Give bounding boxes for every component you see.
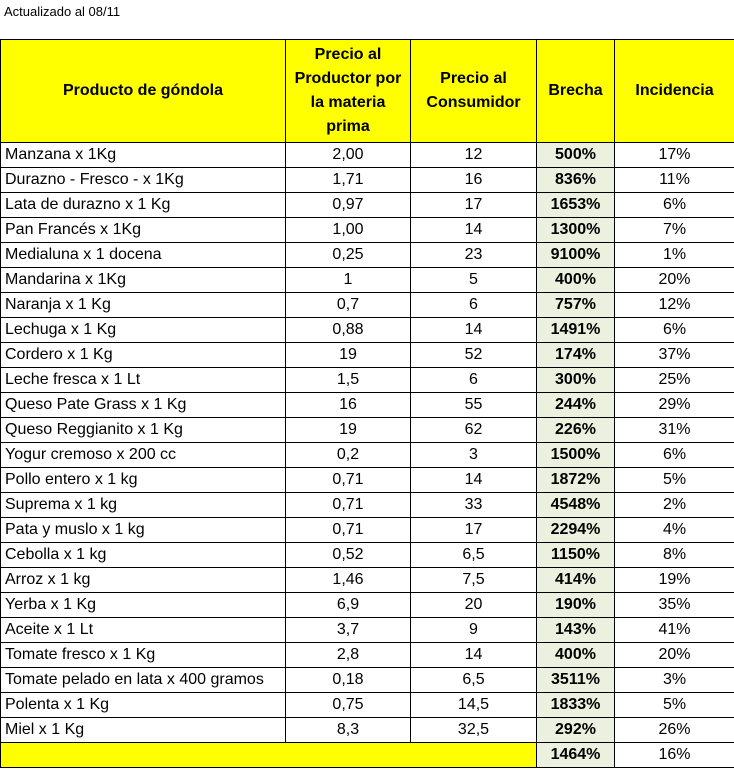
table-row: [1, 718, 734, 743]
cell-producer-price: 16: [286, 393, 411, 418]
cell-incidence: 20%: [615, 643, 734, 668]
table-row: [1, 343, 734, 368]
cell-product: Naranja x 1 Kg: [1, 293, 286, 318]
cell-incidence: 31%: [615, 418, 734, 443]
cell-incidence: 35%: [615, 593, 734, 618]
table-row: [1, 168, 734, 193]
cell-incidence: 20%: [615, 268, 734, 293]
cell-product: Lata de durazno x 1 Kg: [1, 193, 286, 218]
table-row: [1, 193, 734, 218]
cell-incidence: 12%: [615, 293, 734, 318]
cell-gap: 190%: [537, 593, 615, 618]
cell-producer-price: 0,7: [286, 293, 411, 318]
table-row: [1, 418, 734, 443]
cell-product: Arroz x 1 kg: [1, 568, 286, 593]
table-row: [1, 393, 734, 418]
cell-producer-price: 0,25: [286, 243, 411, 268]
cell-product: Mandarina x 1Kg: [1, 268, 286, 293]
cell-consumer-price: 23: [411, 243, 537, 268]
price-gap-table: [0, 39, 734, 768]
cell-product: Lechuga x 1 Kg: [1, 318, 286, 343]
table-row: [1, 693, 734, 718]
cell-product: Cordero x 1 Kg: [1, 343, 286, 368]
cell-incidence: 17%: [615, 143, 734, 168]
table-row: [1, 518, 734, 543]
cell-product: Medialuna x 1 docena: [1, 243, 286, 268]
cell-consumer-price: 3: [411, 443, 537, 468]
cell-gap: 1500%: [537, 443, 615, 468]
cell-gap: 836%: [537, 168, 615, 193]
cell-producer-price: 0,75: [286, 693, 411, 718]
cell-incidence: 6%: [615, 443, 734, 468]
total-gap: 1464%: [537, 743, 615, 768]
cell-incidence: 26%: [615, 718, 734, 743]
cell-gap: 500%: [537, 143, 615, 168]
totals-label-cell: [1, 743, 537, 768]
cell-incidence: 5%: [615, 468, 734, 493]
cell-incidence: 29%: [615, 393, 734, 418]
cell-product: Miel x 1 Kg: [1, 718, 286, 743]
cell-gap: 292%: [537, 718, 615, 743]
cell-gap: 4548%: [537, 493, 615, 518]
total-incidence: 16%: [615, 743, 734, 768]
cell-producer-price: 19: [286, 418, 411, 443]
cell-consumer-price: 17: [411, 518, 537, 543]
cell-producer-price: 0,71: [286, 518, 411, 543]
cell-consumer-price: 62: [411, 418, 537, 443]
cell-consumer-price: 16: [411, 168, 537, 193]
totals-row: [1, 743, 734, 768]
table-row: [1, 468, 734, 493]
cell-producer-price: 19: [286, 343, 411, 368]
cell-producer-price: 8,3: [286, 718, 411, 743]
header-gap: Brecha: [537, 40, 615, 143]
cell-producer-price: 0,52: [286, 543, 411, 568]
header-consumer-price: Precio al Consumidor: [411, 40, 537, 143]
cell-producer-price: 0,71: [286, 493, 411, 518]
cell-product: Suprema x 1 kg: [1, 493, 286, 518]
table-row: [1, 318, 734, 343]
cell-product: Tomate fresco x 1 Kg: [1, 643, 286, 668]
table-row: [1, 643, 734, 668]
cell-incidence: 5%: [615, 693, 734, 718]
cell-consumer-price: 14,5: [411, 693, 537, 718]
cell-incidence: 1%: [615, 243, 734, 268]
cell-consumer-price: 33: [411, 493, 537, 518]
cell-consumer-price: 14: [411, 643, 537, 668]
cell-product: Queso Reggianito x 1 Kg: [1, 418, 286, 443]
cell-gap: 400%: [537, 643, 615, 668]
cell-producer-price: 1,71: [286, 168, 411, 193]
table-row: [1, 218, 734, 243]
cell-product: Manzana x 1Kg: [1, 143, 286, 168]
cell-producer-price: 3,7: [286, 618, 411, 643]
cell-consumer-price: 6: [411, 368, 537, 393]
table-row: [1, 668, 734, 693]
cell-consumer-price: 55: [411, 393, 537, 418]
table-row: [1, 568, 734, 593]
cell-incidence: 11%: [615, 168, 734, 193]
table-row: [1, 143, 734, 168]
table-row: [1, 493, 734, 518]
cell-product: Pata y muslo x 1 kg: [1, 518, 286, 543]
cell-consumer-price: 14: [411, 218, 537, 243]
cell-incidence: 4%: [615, 518, 734, 543]
header-producer-price: Precio al Productor por la materia prima: [286, 40, 411, 143]
cell-gap: 174%: [537, 343, 615, 368]
cell-producer-price: 0,71: [286, 468, 411, 493]
cell-gap: 1491%: [537, 318, 615, 343]
table-row: [1, 268, 734, 293]
cell-incidence: 37%: [615, 343, 734, 368]
cell-product: Pan Francés x 1Kg: [1, 218, 286, 243]
table-row: [1, 593, 734, 618]
cell-consumer-price: 12: [411, 143, 537, 168]
cell-product: Leche fresca x 1 Lt: [1, 368, 286, 393]
cell-product: Tomate pelado en lata x 400 gramos: [1, 668, 286, 693]
cell-producer-price: 0,18: [286, 668, 411, 693]
table-row: [1, 243, 734, 268]
cell-incidence: 19%: [615, 568, 734, 593]
cell-product: Polenta x 1 Kg: [1, 693, 286, 718]
table-row: [1, 618, 734, 643]
cell-consumer-price: 52: [411, 343, 537, 368]
cell-producer-price: 1: [286, 268, 411, 293]
updated-date: Actualizado al 08/11: [4, 4, 121, 19]
table-row: [1, 443, 734, 468]
cell-incidence: 7%: [615, 218, 734, 243]
cell-incidence: 6%: [615, 193, 734, 218]
cell-consumer-price: 14: [411, 318, 537, 343]
cell-gap: 414%: [537, 568, 615, 593]
cell-consumer-price: 32,5: [411, 718, 537, 743]
cell-gap: 1150%: [537, 543, 615, 568]
cell-gap: 9100%: [537, 243, 615, 268]
cell-product: Durazno - Fresco - x 1Kg: [1, 168, 286, 193]
cell-consumer-price: 17: [411, 193, 537, 218]
cell-incidence: 41%: [615, 618, 734, 643]
cell-producer-price: 1,46: [286, 568, 411, 593]
cell-gap: 1872%: [537, 468, 615, 493]
table-row: [1, 543, 734, 568]
cell-gap: 1653%: [537, 193, 615, 218]
cell-producer-price: 0,2: [286, 443, 411, 468]
cell-product: Cebolla x 1 kg: [1, 543, 286, 568]
cell-product: Aceite x 1 Lt: [1, 618, 286, 643]
cell-product: Pollo entero x 1 kg: [1, 468, 286, 493]
table-row: [1, 368, 734, 393]
cell-product: Yogur cremoso x 200 cc: [1, 443, 286, 468]
cell-consumer-price: 7,5: [411, 568, 537, 593]
cell-product: Yerba x 1 Kg: [1, 593, 286, 618]
cell-incidence: 25%: [615, 368, 734, 393]
cell-consumer-price: 5: [411, 268, 537, 293]
cell-consumer-price: 20: [411, 593, 537, 618]
cell-incidence: 6%: [615, 318, 734, 343]
cell-consumer-price: 9: [411, 618, 537, 643]
cell-gap: 300%: [537, 368, 615, 393]
header-row: [1, 40, 734, 143]
header-incidence: Incidencia: [615, 40, 734, 143]
cell-producer-price: 2,00: [286, 143, 411, 168]
cell-producer-price: 2,8: [286, 643, 411, 668]
cell-gap: 244%: [537, 393, 615, 418]
cell-gap: 2294%: [537, 518, 615, 543]
cell-product: Queso Pate Grass x 1 Kg: [1, 393, 286, 418]
cell-consumer-price: 14: [411, 468, 537, 493]
cell-incidence: 3%: [615, 668, 734, 693]
cell-consumer-price: 6: [411, 293, 537, 318]
cell-gap: 143%: [537, 618, 615, 643]
cell-producer-price: 6,9: [286, 593, 411, 618]
cell-incidence: 8%: [615, 543, 734, 568]
cell-gap: 1833%: [537, 693, 615, 718]
header-product: Producto de góndola: [1, 40, 286, 143]
cell-producer-price: 0,88: [286, 318, 411, 343]
cell-gap: 400%: [537, 268, 615, 293]
cell-consumer-price: 6,5: [411, 668, 537, 693]
cell-producer-price: 0,97: [286, 193, 411, 218]
cell-producer-price: 1,5: [286, 368, 411, 393]
table-row: [1, 293, 734, 318]
cell-gap: 757%: [537, 293, 615, 318]
cell-consumer-price: 6,5: [411, 543, 537, 568]
cell-incidence: 2%: [615, 493, 734, 518]
table-body: [1, 143, 734, 768]
cell-gap: 226%: [537, 418, 615, 443]
cell-gap: 1300%: [537, 218, 615, 243]
cell-producer-price: 1,00: [286, 218, 411, 243]
cell-gap: 3511%: [537, 668, 615, 693]
